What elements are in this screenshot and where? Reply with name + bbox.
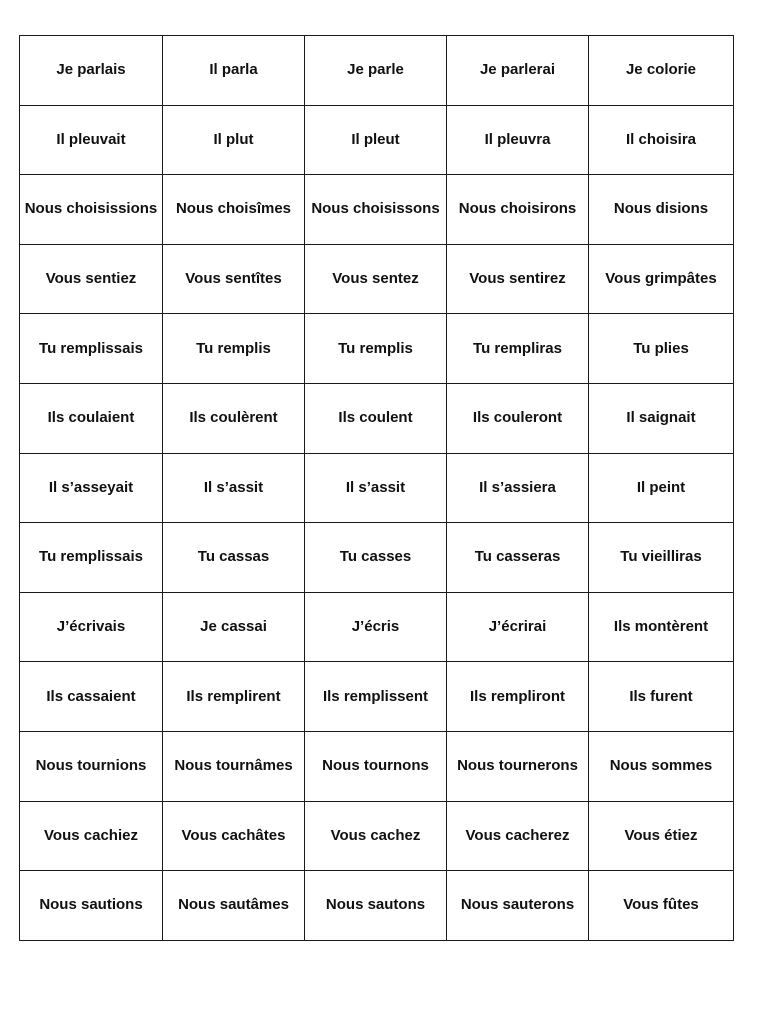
grid-cell: Nous sauterons	[447, 871, 589, 941]
grid-cell: Nous choisissons	[305, 175, 447, 245]
grid-cell: Tu rempliras	[447, 314, 589, 384]
grid-cell: Vous cachez	[305, 801, 447, 871]
grid-cell: Nous tournions	[20, 731, 163, 801]
conjugation-card-grid	[19, 35, 734, 941]
grid-cell: Il s’assit	[163, 453, 305, 523]
table-row	[20, 244, 734, 314]
table-row	[20, 314, 734, 384]
grid-cell: Il pleut	[305, 105, 447, 175]
grid-cell: Nous sautons	[305, 871, 447, 941]
grid-cell: Nous tournons	[305, 731, 447, 801]
grid-cell: Ils remplissent	[305, 662, 447, 732]
table-row	[20, 175, 734, 245]
grid-cell: Il plut	[163, 105, 305, 175]
grid-cell: Tu cassas	[163, 523, 305, 593]
grid-cell: Vous sentez	[305, 244, 447, 314]
grid-cell: Il saignait	[589, 383, 734, 453]
grid-cell: Il peint	[589, 453, 734, 523]
grid-cell: Vous sentiez	[20, 244, 163, 314]
table-row	[20, 383, 734, 453]
grid-cell: Vous sentirez	[447, 244, 589, 314]
grid-cell: Ils coulèrent	[163, 383, 305, 453]
grid-cell: Tu remplis	[163, 314, 305, 384]
grid-cell: Vous sentîtes	[163, 244, 305, 314]
grid-cell: Vous cacherez	[447, 801, 589, 871]
grid-cell: Vous cachiez	[20, 801, 163, 871]
grid-cell: Nous disions	[589, 175, 734, 245]
grid-cell: Nous choisirons	[447, 175, 589, 245]
grid-cell: Nous choisissions	[20, 175, 163, 245]
grid-cell: Ils couleront	[447, 383, 589, 453]
grid-cell: Nous tournerons	[447, 731, 589, 801]
grid-cell: Ils furent	[589, 662, 734, 732]
grid-cell: Nous choisîmes	[163, 175, 305, 245]
grid-cell: Ils montèrent	[589, 592, 734, 662]
grid-cell: Nous sommes	[589, 731, 734, 801]
grid-cell: Tu remplis	[305, 314, 447, 384]
grid-cell: Ils remplirent	[163, 662, 305, 732]
grid-cell: J’écrirai	[447, 592, 589, 662]
grid-cell: Ils cassaient	[20, 662, 163, 732]
grid-cell: Tu casseras	[447, 523, 589, 593]
table-row	[20, 801, 734, 871]
grid-cell: Ils coulent	[305, 383, 447, 453]
grid-cell: Nous sautions	[20, 871, 163, 941]
grid-cell: Il choisira	[589, 105, 734, 175]
grid-cell: Tu vieilliras	[589, 523, 734, 593]
grid-cell: Vous étiez	[589, 801, 734, 871]
table-row	[20, 453, 734, 523]
grid-cell: Nous tournâmes	[163, 731, 305, 801]
grid-cell: Tu remplissais	[20, 314, 163, 384]
grid-cell: Je colorie	[589, 36, 734, 106]
grid-cell: Je parle	[305, 36, 447, 106]
table-row	[20, 105, 734, 175]
grid-cell: Il s’assiera	[447, 453, 589, 523]
grid-cell: J’écris	[305, 592, 447, 662]
grid-cell: Je parlais	[20, 36, 163, 106]
grid-cell: Il pleuvra	[447, 105, 589, 175]
grid-cell: Il s’assit	[305, 453, 447, 523]
grid-cell: J’écrivais	[20, 592, 163, 662]
grid-cell: Ils coulaient	[20, 383, 163, 453]
table-row	[20, 662, 734, 732]
grid-cell: Tu plies	[589, 314, 734, 384]
grid-cell: Il s’asseyait	[20, 453, 163, 523]
grid-cell: Je cassai	[163, 592, 305, 662]
grid-cell: Ils rempliront	[447, 662, 589, 732]
grid-cell: Je parlerai	[447, 36, 589, 106]
table-row	[20, 731, 734, 801]
table-row	[20, 523, 734, 593]
grid-cell: Vous grimpâtes	[589, 244, 734, 314]
grid-cell: Tu casses	[305, 523, 447, 593]
grid-body	[20, 36, 734, 941]
grid-cell: Vous cachâtes	[163, 801, 305, 871]
grid-cell: Tu remplissais	[20, 523, 163, 593]
grid-cell: Nous sautâmes	[163, 871, 305, 941]
table-row	[20, 871, 734, 941]
grid-cell: Vous fûtes	[589, 871, 734, 941]
table-row	[20, 36, 734, 106]
grid-cell: Il parla	[163, 36, 305, 106]
table-row	[20, 592, 734, 662]
grid-cell: Il pleuvait	[20, 105, 163, 175]
